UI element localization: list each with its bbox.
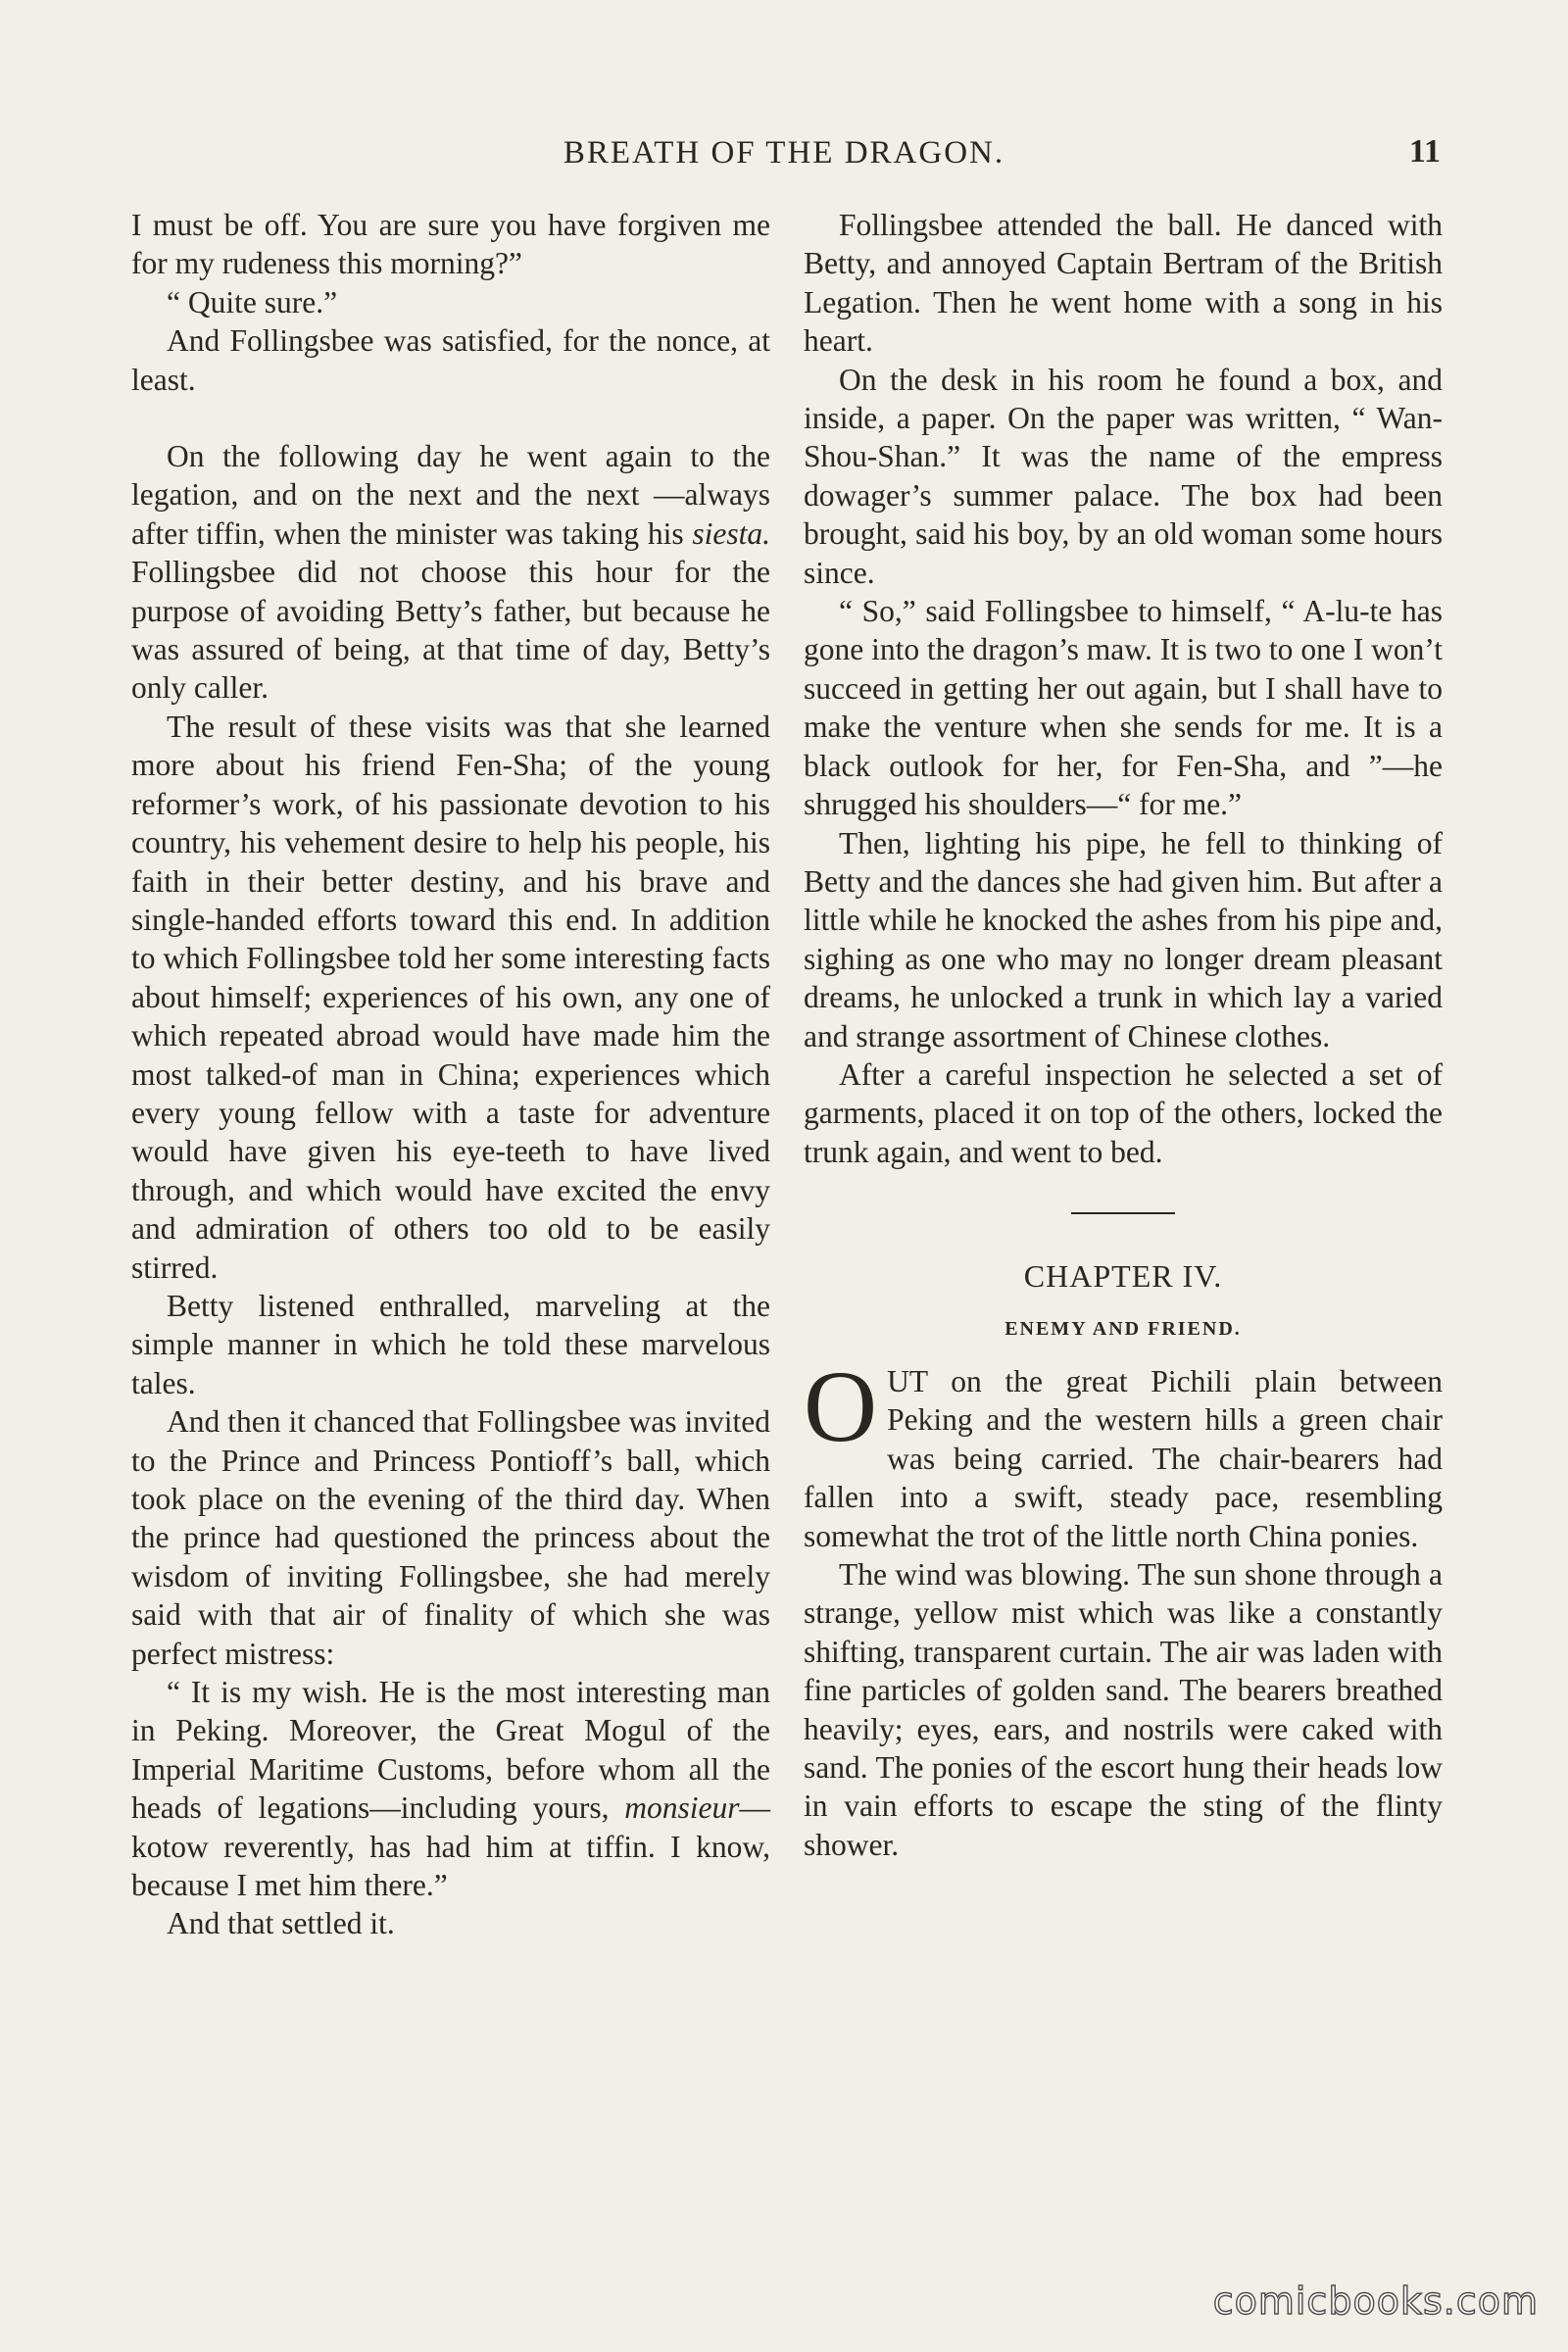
- paragraph: “ Quite sure.”: [167, 284, 338, 319]
- section-divider: [1071, 1212, 1175, 1214]
- paragraph: [131, 437, 770, 708]
- watermark-logo: comicbooks.com: [1212, 2279, 1539, 2323]
- chapter-subtitle: ENEMY AND FRIEND.: [1004, 1317, 1242, 1340]
- drop-cap: O: [804, 1349, 878, 1463]
- paragraph: I must be off. You are sure you have forgiven me for my rudeness this morning?”: [131, 208, 770, 281]
- paragraph: The result of these visits was that she learned more about his friend Fen-Sha; of the young reformer’s work, of his passionate devotion to his country, his vehement desire to help his people, his faith in their better destiny, and his brave and single-handed efforts toward this end. In addition to which Follingsbee told her some interesting facts about himself; experiences of his own, any one of which repeated abroad would have made him the most talked-of man in China; experiences which every young fellow with a taste for adventure would have given his eye-teeth to have lived through, and which would have excited the envy and admiration of others too old to be easily stirred.: [131, 709, 770, 1285]
- left-column: [131, 206, 770, 1943]
- paragraph: And then it chanced that Follingsbee was invited to the Prince and Princess Pontioff’s ball, which took place on the evening of the third day. When the prince had questioned the princess about the wisdom of inviting Follingsbee, she had merely said with that air of finality of which she was perfect mistress:: [131, 1404, 770, 1671]
- text-run: “ It is my wish. He is the most interesting man in Peking. Moreover, the Great Mogul of the Imperial Maritime Customs, before whom all the heads of legations—including yours,: [131, 1675, 770, 1826]
- text-run: — kotow reverently, has had him at tiffin. I know, because I met him there.”: [131, 1790, 770, 1903]
- text-run: UT on the great Pichili plain between Peking and the western hills a green chair was being carried. The chair-bearers had fallen into a swift, steady pace, resembling somewhat the trot of the little north China ponies.: [804, 1363, 1443, 1553]
- page-header: [127, 129, 1441, 176]
- text-run: Follingsbee did not choose this hour for the purpose of avoiding Betty’s father, but because he was assured of being, at that time of day, Betty’s only caller.: [131, 555, 770, 706]
- paragraph: [131, 1673, 770, 1904]
- paragraph: And that settled it.: [167, 1906, 395, 1941]
- text-run: On the following day he went again to the legation, and on the next and the next —always after tiffin, when the minister was taking his: [131, 439, 770, 551]
- paragraph: On the desk in his room he found a box, and inside, a paper. On the paper was written, “ Wan-Shou-Shan.” It was the name of the empress dowager’s summer palace. The box had been brought, said his boy, by an old woman some hours since.: [804, 362, 1443, 590]
- paragraph: The wind was blowing. The sun shone through a strange, yellow mist which was like a constantly shifting, transparent curtain. The air was laden with fine particles of golden sand. The bearers breathed heavily; eyes, ears, and nostrils were caked with sand. The ponies of the escort hung their heads low in vain efforts to escape the sting of the flinty shower.: [804, 1557, 1443, 1862]
- italic-text: siesta.: [692, 515, 770, 551]
- paragraph: [804, 1349, 1443, 1555]
- right-column: [804, 206, 1443, 1864]
- page-number: 11: [1408, 133, 1441, 170]
- paragraph: Betty listened enthralled, marveling at the simple manner in which he told these marvelous tales.: [131, 1288, 770, 1400]
- paragraph: “ So,” said Follingsbee to himself, “ A-lu-te has gone into the dragon’s maw. It is two to one I won’t succeed in getting her out again, but I shall have to make the venture when she sends for me. It is a black outlook for her, for Fen-Sha, and ”—he shrugged his shoulders—“ for me.”: [804, 594, 1443, 822]
- paragraph: After a careful inspection he selected a set of garments, placed it on top of the others, locked the trunk again, and went to bed.: [804, 1056, 1443, 1169]
- paragraph: And Follingsbee was satisfied, for the nonce, at least.: [131, 323, 770, 397]
- paragraph: Then, lighting his pipe, he fell to thinking of Betty and the dances she had given him. But after a little while he knocked the ashes from his pipe and, sighing as one who may no longer dream pleasant dreams, he unlocked a trunk in which lay a varied and strange assortment of Chinese clothes.: [804, 825, 1443, 1054]
- paragraph: Follingsbee attended the ball. He danced with Betty, and annoyed Captain Bertram of the British Legation. Then he went home with a song in his heart.: [804, 208, 1443, 359]
- italic-text: monsieur: [624, 1790, 740, 1826]
- chapter-title: CHAPTER IV.: [1023, 1258, 1223, 1295]
- running-title: BREATH OF THE DRAGON.: [563, 135, 1005, 171]
